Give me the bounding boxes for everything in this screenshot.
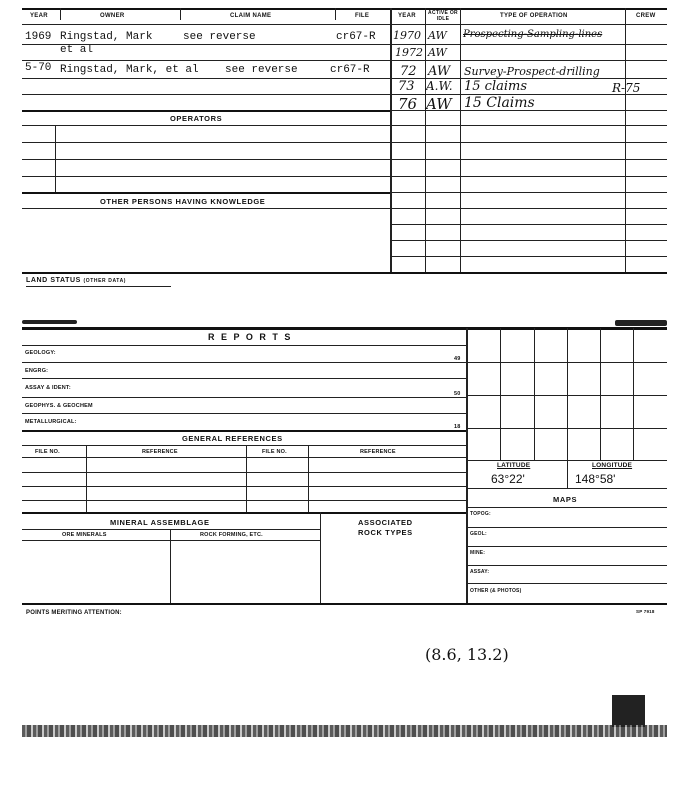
v-claim xyxy=(335,8,336,20)
owner-line-5 xyxy=(22,110,390,112)
v-ops-crew xyxy=(625,8,626,273)
reports-line-5 xyxy=(22,430,466,432)
ops-line-2 xyxy=(390,60,667,61)
header-crew: CREW xyxy=(636,13,656,19)
report-engrg-label: ENGRG: xyxy=(25,368,49,374)
mineral-v-mid xyxy=(170,529,171,603)
mineral-header-ore: ORE MINERALS xyxy=(62,532,107,538)
other-persons-line xyxy=(22,208,390,209)
header-claim-name: CLAIM NAME xyxy=(230,13,272,19)
ops-line-1 xyxy=(390,44,667,45)
ops-4-year: 73 xyxy=(398,79,415,94)
grid-v-1 xyxy=(500,328,501,460)
top-border xyxy=(22,8,667,10)
ops-line-12 xyxy=(390,224,667,225)
header-type-of-operation: TYPE OF OPERATION xyxy=(500,13,568,19)
operators-line-2 xyxy=(22,142,390,143)
reports-line-2 xyxy=(22,378,466,379)
operators-line-3 xyxy=(22,159,390,160)
grid-v-4 xyxy=(600,328,601,460)
ops-1-status: AW xyxy=(428,29,447,42)
owner-line-4 xyxy=(22,94,390,95)
longitude-value: 148°58' xyxy=(575,472,616,486)
ops-4-status: A.W. xyxy=(426,79,453,93)
header-bottom-line xyxy=(22,24,667,25)
header-owner: OWNER xyxy=(100,13,125,19)
other-persons-heading: OTHER PERSONS HAVING KNOWLEDGE xyxy=(100,197,266,206)
report-geophys-label: GEOPHYS. & GEOCHEM xyxy=(25,403,93,409)
refs-header-file-no-2: FILE NO. xyxy=(262,449,287,455)
ops-line-6 xyxy=(390,125,667,126)
report-assay-label: ASSAY & IDENT: xyxy=(25,385,71,391)
longitude-label: LONGITUDE xyxy=(592,462,633,469)
owner-row-2-owner: Ringstad, Mark, et al xyxy=(60,64,199,76)
v-year xyxy=(60,8,61,20)
header-file: FILE xyxy=(355,13,370,19)
refs-v-3 xyxy=(308,445,309,512)
operators-heading: OPERATORS xyxy=(170,114,223,123)
reports-line-0 xyxy=(22,345,466,346)
ops-line-10 xyxy=(390,192,667,193)
ops-3-type: Survey-Prospect-drilling xyxy=(464,65,600,78)
maps-assay: ASSAY: xyxy=(470,569,490,575)
grid-v-5 xyxy=(633,328,634,460)
report-assay-num: 50 xyxy=(454,391,461,397)
maps-geol: GEOL: xyxy=(470,531,487,537)
owner-row-2-file: cr67-R xyxy=(330,64,370,76)
mineral-header-rock: ROCK FORMING, ETC. xyxy=(200,532,263,538)
mineral-line-1 xyxy=(22,529,320,530)
owner-line-2 xyxy=(22,60,390,61)
land-status-label xyxy=(26,277,126,284)
owner-row-1-owner: Ringstad, Mark xyxy=(60,31,153,43)
form-number: SP 7918 xyxy=(636,609,655,614)
ops-2-status: AW xyxy=(428,46,447,59)
ops-line-13 xyxy=(390,240,667,241)
associated-heading: ASSOCIATED xyxy=(358,518,413,527)
ops-3-year: 72 xyxy=(400,64,417,79)
v-reports-right xyxy=(466,328,468,603)
v-ops-year xyxy=(425,8,426,273)
scan-smudge-left xyxy=(22,320,77,324)
reports-heading: R E P O R T S xyxy=(208,332,293,342)
handwritten-coordinates: (8.6, 13.2) xyxy=(425,645,509,664)
top-section-bottom xyxy=(22,272,667,274)
maps-line-1 xyxy=(466,527,667,528)
v-ops-status xyxy=(460,8,461,273)
operators-line-4 xyxy=(22,176,390,177)
ops-4-crew: R-75 xyxy=(612,81,641,95)
scan-smudge-right xyxy=(615,320,667,326)
grid-v-2 xyxy=(534,328,535,460)
maps-line-3 xyxy=(466,565,667,566)
header-year-2: YEAR xyxy=(398,13,416,19)
scan-noise-band xyxy=(22,725,667,737)
refs-line-2 xyxy=(22,472,466,473)
mineral-line-2 xyxy=(22,540,320,541)
operators-line-1 xyxy=(22,125,390,126)
bottom-section-line xyxy=(22,603,667,605)
header-active-idle: ACTIVE OR IDLE xyxy=(428,10,458,22)
reports-top-border xyxy=(22,327,667,330)
refs-v-2 xyxy=(246,445,247,512)
grid-v-3 xyxy=(567,328,568,488)
refs-line-4 xyxy=(22,500,466,501)
owner-line-1 xyxy=(22,44,390,45)
ops-5-year: 76 xyxy=(398,95,418,113)
maps-line-4 xyxy=(466,583,667,584)
ops-line-7 xyxy=(390,142,667,143)
owner-row-1-claim: see reverse xyxy=(183,31,256,43)
refs-line-5 xyxy=(22,512,466,514)
coords-bottom xyxy=(466,488,667,489)
owner-row-1-owner-cont: et al xyxy=(60,44,94,56)
grid-h-1 xyxy=(466,362,667,363)
maps-line-0 xyxy=(466,507,667,508)
ops-1-year: 1970 xyxy=(393,29,421,42)
ops-line-8 xyxy=(390,159,667,160)
rock-types-heading: ROCK TYPES xyxy=(358,528,413,537)
maps-line-2 xyxy=(466,546,667,547)
ops-4-type: 15 claims xyxy=(464,79,528,94)
reports-line-1 xyxy=(22,362,466,363)
ops-5-status: AW xyxy=(426,95,452,113)
latitude-label: LATITUDE xyxy=(497,462,531,469)
owner-row-1-file: cr67-R xyxy=(336,31,376,43)
report-geology-label: GEOLOGY: xyxy=(25,350,56,356)
grid-h-3 xyxy=(466,428,667,429)
mineral-v-assoc xyxy=(320,512,321,603)
owner-row-2-claim: see reverse xyxy=(225,64,298,76)
mineral-assemblage-heading: MINERAL ASSEMBLAGE xyxy=(110,518,210,527)
refs-line-3 xyxy=(22,486,466,487)
refs-v-1 xyxy=(86,445,87,512)
ops-line-9 xyxy=(390,176,667,177)
ops-line-14 xyxy=(390,256,667,257)
refs-header-reference: REFERENCE xyxy=(142,449,178,455)
v-main-divider xyxy=(390,8,392,273)
maps-heading: MAPS xyxy=(553,495,578,504)
maps-other: OTHER (& PHOTOS) xyxy=(470,588,522,594)
refs-line-0 xyxy=(22,445,466,446)
refs-line-1 xyxy=(22,457,466,458)
latitude-value: 63°22' xyxy=(491,472,525,486)
header-year: YEAR xyxy=(30,13,48,19)
report-geology-num: 49 xyxy=(454,356,461,362)
v-owner xyxy=(180,8,181,20)
ops-line-11 xyxy=(390,208,667,209)
grid-h-4 xyxy=(466,460,667,461)
land-status-sub: (OTHER DATA) xyxy=(83,278,127,284)
owner-row-1-year: 1969 xyxy=(25,31,52,43)
maps-topog: TOPOG: xyxy=(470,511,491,517)
grid-h-2 xyxy=(466,395,667,396)
land-status-title: LAND STATUS xyxy=(26,277,81,284)
ops-2-year: 1972 xyxy=(395,46,423,59)
ops-1-type: Prospecting-Sampling-lines xyxy=(463,29,603,40)
maps-mine: MINE: xyxy=(470,550,486,556)
reports-line-4 xyxy=(22,413,466,414)
report-metallurgical-label: METALLURGICAL: xyxy=(25,419,77,425)
ops-3-status: AW xyxy=(428,64,451,79)
refs-header-reference-2: REFERENCE xyxy=(360,449,396,455)
reports-line-3 xyxy=(22,397,466,398)
land-status-underline xyxy=(26,286,171,287)
scan-black-block xyxy=(612,695,645,727)
owner-row-2-year: 5-70 xyxy=(25,62,52,74)
refs-header-file-no: FILE NO. xyxy=(35,449,60,455)
owner-line-3 xyxy=(22,78,390,79)
operators-line-5 xyxy=(22,192,390,194)
general-references-heading: GENERAL REFERENCES xyxy=(182,434,283,443)
report-metallurgical-num: 18 xyxy=(454,424,461,430)
ops-5-type: 15 Claims xyxy=(464,95,535,111)
points-meriting-attention: POINTS MERITING ATTENTION: xyxy=(26,610,122,616)
